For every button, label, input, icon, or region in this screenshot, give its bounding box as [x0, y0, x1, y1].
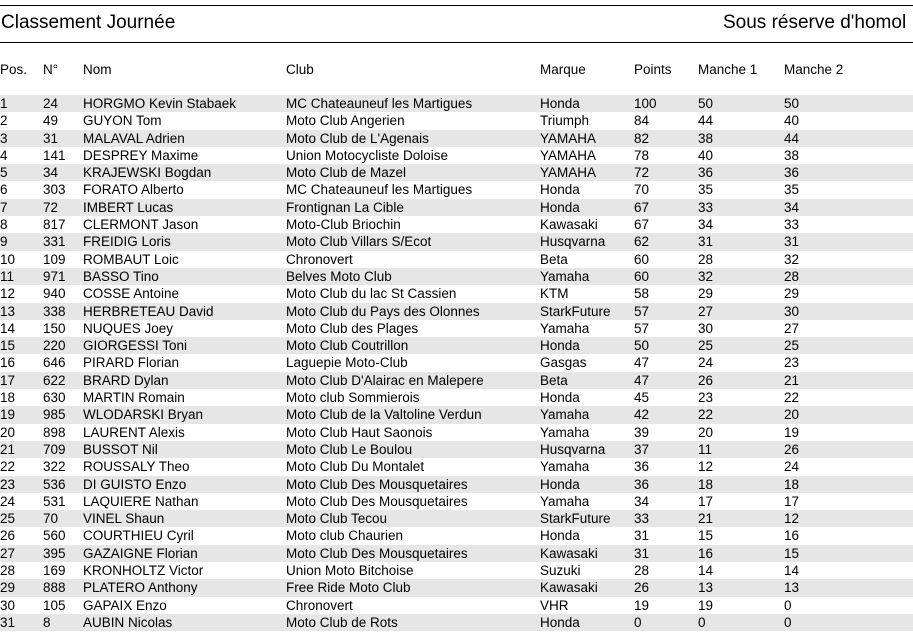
cell-club: Moto Club du lac St Cassien	[286, 286, 457, 302]
cell-nom: MALAVAL Adrien	[83, 130, 185, 146]
table-row	[0, 372, 913, 389]
cell-manche2: 40	[784, 113, 800, 129]
cell-pos: 12	[0, 286, 16, 302]
table-row	[0, 164, 913, 181]
cell-club: Moto Club D'Alairac en Malepere	[286, 372, 484, 388]
cell-num: 31	[43, 130, 59, 146]
cell-manche2: 14	[784, 563, 800, 579]
cell-num: 105	[43, 597, 66, 613]
col-header-marque: Marque	[540, 62, 586, 77]
cell-nom: COURTHIEU Cyril	[83, 528, 194, 544]
cell-nom: ROMBAUT Loic	[83, 251, 179, 267]
table-row	[0, 268, 913, 285]
cell-club: Frontignan La Cible	[286, 199, 404, 215]
cell-pos: 5	[0, 165, 8, 181]
cell-pos: 3	[0, 130, 8, 146]
cell-club: Moto Club de Rots	[286, 614, 398, 630]
cell-points: 45	[634, 390, 650, 406]
cell-nom: AUBIN Nicolas	[83, 614, 173, 630]
cell-marque: Triumph	[540, 113, 590, 129]
cell-manche1: 19	[698, 597, 714, 613]
cell-nom: NUQUES Joey	[83, 320, 174, 336]
cell-club: Moto Club Des Mousquetaires	[286, 476, 468, 492]
cell-nom: DESPREY Maxime	[83, 147, 199, 163]
cell-club: Union Motocycliste Doloise	[286, 147, 449, 163]
cell-points: 58	[634, 286, 650, 302]
cell-points: 19	[634, 597, 650, 613]
table-row	[0, 181, 913, 198]
table-row	[0, 251, 913, 268]
cell-club: Moto club Sommierois	[286, 390, 420, 406]
cell-manche2: 24	[784, 459, 800, 475]
cell-points: 72	[634, 165, 650, 181]
cell-marque: Yamaha	[540, 320, 590, 336]
cell-nom: PLATERO Anthony	[83, 580, 198, 596]
cell-nom: GAZAIGNE Florian	[83, 545, 198, 561]
cell-pos: 20	[0, 424, 16, 440]
cell-marque: Suzuki	[540, 563, 581, 579]
cell-points: 47	[634, 372, 650, 388]
cell-points: 34	[634, 493, 650, 509]
table-row	[0, 233, 913, 250]
cell-manche2: 13	[784, 580, 800, 596]
table-row	[0, 579, 913, 596]
cell-num: 531	[43, 493, 66, 509]
cell-marque: Husqvarna	[540, 234, 606, 250]
table-row	[0, 424, 913, 441]
table-row	[0, 147, 913, 164]
cell-manche2: 34	[784, 199, 800, 215]
cell-pos: 16	[0, 355, 16, 371]
cell-marque: Honda	[540, 390, 580, 406]
cell-manche1: 36	[698, 165, 714, 181]
cell-manche1: 30	[698, 320, 714, 336]
table-row	[0, 527, 913, 544]
cell-points: 47	[634, 355, 650, 371]
cell-club: Union Moto Bitchoise	[286, 563, 414, 579]
cell-nom: GAPAIX Enzo	[83, 597, 167, 613]
cell-marque: Honda	[540, 528, 580, 544]
cell-manche1: 26	[698, 372, 714, 388]
cell-pos: 31	[0, 614, 16, 630]
cell-num: 630	[43, 390, 66, 406]
cell-marque: Beta	[540, 251, 568, 267]
table-row	[0, 130, 913, 147]
cell-manche1: 13	[698, 580, 714, 596]
cell-club: Moto-Club Briochin	[286, 217, 401, 233]
cell-points: 78	[634, 147, 650, 163]
col-header-pos: Pos.	[0, 62, 28, 77]
cell-manche2: 20	[784, 407, 800, 423]
cell-pos: 10	[0, 251, 16, 267]
cell-points: 37	[634, 441, 650, 457]
cell-manche2: 44	[784, 130, 800, 146]
cell-club: Moto Club Haut Saonois	[286, 424, 433, 440]
cell-pos: 8	[0, 217, 8, 233]
cell-nom: BASSO Tino	[83, 268, 159, 284]
cell-marque: Honda	[540, 338, 580, 354]
cell-manche1: 29	[698, 286, 714, 302]
homologation-note: Sous réserve d'homol	[723, 12, 907, 33]
cell-pos: 9	[0, 234, 8, 250]
cell-points: 70	[634, 182, 650, 198]
cell-marque: Kawasaki	[540, 580, 598, 596]
cell-nom: GUYON Tom	[83, 113, 162, 129]
table-row	[0, 458, 913, 475]
cell-marque: YAMAHA	[540, 165, 597, 181]
cell-pos: 18	[0, 390, 16, 406]
cell-nom: KRAJEWSKI Bogdan	[83, 165, 212, 181]
cell-manche2: 26	[784, 441, 800, 457]
table-row	[0, 320, 913, 337]
cell-num: 395	[43, 545, 66, 561]
cell-num: 34	[43, 165, 59, 181]
cell-points: 36	[634, 459, 650, 475]
cell-nom: FORATO Alberto	[83, 182, 184, 198]
cell-manche2: 38	[784, 147, 800, 163]
cell-pos: 21	[0, 441, 16, 457]
cell-manche2: 0	[784, 614, 792, 630]
cell-points: 100	[634, 96, 657, 111]
cell-marque: Yamaha	[540, 407, 590, 423]
col-header-manche1: Manche 1	[698, 62, 758, 77]
cell-manche2: 30	[784, 303, 800, 319]
col-header-club: Club	[286, 62, 314, 77]
col-header-points: Points	[634, 62, 672, 77]
cell-marque: Kawasaki	[540, 217, 598, 233]
cell-points: 0	[634, 614, 642, 630]
cell-manche1: 32	[698, 268, 714, 284]
cell-num: 709	[43, 441, 66, 457]
table-row	[0, 354, 913, 371]
cell-points: 57	[634, 303, 650, 319]
results-table	[0, 95, 913, 631]
cell-manche2: 12	[784, 511, 800, 527]
cell-points: 82	[634, 130, 650, 146]
cell-points: 39	[634, 424, 650, 440]
cell-manche2: 36	[784, 165, 800, 181]
cell-marque: YAMAHA	[540, 130, 597, 146]
cell-nom: LAURENT Alexis	[83, 424, 185, 440]
cell-manche1: 40	[698, 147, 714, 163]
cell-marque: Honda	[540, 182, 580, 198]
cell-manche1: 11	[698, 441, 713, 457]
cell-manche1: 0	[698, 614, 706, 630]
cell-marque: Kawasaki	[540, 545, 598, 561]
cell-nom: KRONHOLTZ Victor	[83, 563, 204, 579]
cell-manche1: 31	[698, 234, 714, 250]
cell-manche1: 12	[698, 459, 714, 475]
cell-nom: VINEL Shaun	[83, 511, 165, 527]
cell-num: 331	[43, 234, 66, 250]
cell-club: Moto Club de L'Agenais	[286, 130, 429, 146]
cell-marque: Beta	[540, 372, 568, 388]
cell-nom: IMBERT Lucas	[83, 199, 174, 215]
cell-num: 169	[43, 563, 66, 579]
cell-manche2: 33	[784, 217, 800, 233]
cell-num: 888	[43, 580, 66, 596]
cell-club: MC Chateauneuf les Martigues	[286, 182, 473, 198]
cell-pos: 6	[0, 182, 8, 198]
cell-club: Chronovert	[286, 597, 353, 613]
cell-nom: LAQUIERE Nathan	[83, 493, 199, 509]
cell-nom: MARTIN Romain	[83, 390, 185, 406]
cell-nom: COSSE Antoine	[83, 286, 180, 302]
cell-num: 141	[43, 147, 66, 163]
cell-nom: PIRARD Florian	[83, 355, 180, 371]
cell-manche2: 32	[784, 251, 800, 267]
cell-manche1: 16	[698, 545, 714, 561]
cell-pos: 1	[0, 96, 8, 111]
cell-pos: 30	[0, 597, 16, 613]
cell-club: Moto Club de la Valtoline Verdun	[286, 407, 482, 423]
cell-manche1: 24	[698, 355, 714, 371]
cell-club: Moto Club de Mazel	[286, 165, 407, 181]
cell-manche2: 0	[784, 597, 792, 613]
cell-points: 28	[634, 563, 650, 579]
cell-pos: 19	[0, 407, 16, 423]
table-row	[0, 441, 913, 458]
cell-manche1: 44	[698, 113, 714, 129]
cell-club: Moto Club Angerien	[286, 113, 405, 129]
cell-marque: YAMAHA	[540, 147, 597, 163]
cell-manche2: 28	[784, 268, 800, 284]
cell-points: 84	[634, 113, 650, 129]
cell-pos: 23	[0, 476, 16, 492]
cell-manche1: 25	[698, 338, 714, 354]
cell-manche2: 27	[784, 320, 800, 336]
cell-pos: 13	[0, 303, 16, 319]
cell-num: 971	[43, 268, 66, 284]
cell-manche2: 29	[784, 286, 800, 302]
cell-num: 817	[43, 217, 66, 233]
cell-manche2: 16	[784, 528, 800, 544]
cell-points: 57	[634, 320, 650, 336]
cell-num: 8	[43, 614, 51, 630]
cell-pos: 2	[0, 113, 8, 129]
cell-pos: 26	[0, 528, 16, 544]
cell-marque: Yamaha	[540, 493, 590, 509]
cell-marque: Honda	[540, 476, 580, 492]
table-row	[0, 476, 913, 493]
table-row	[0, 389, 913, 406]
table-header	[0, 59, 913, 79]
cell-marque: VHR	[540, 597, 569, 613]
table-row	[0, 545, 913, 562]
cell-points: 50	[634, 338, 650, 354]
col-header-manche2: Manche 2	[784, 62, 844, 77]
cell-points: 60	[634, 268, 650, 284]
cell-pos: 27	[0, 545, 16, 561]
table-row	[0, 199, 913, 216]
table-row	[0, 614, 913, 631]
cell-club: Moto Club des Plages	[286, 320, 419, 336]
cell-num: 303	[43, 182, 66, 198]
cell-nom: GIORGESSI Toni	[83, 338, 188, 354]
cell-manche1: 50	[698, 96, 714, 111]
cell-marque: Yamaha	[540, 459, 590, 475]
table-row	[0, 597, 913, 614]
cell-pos: 14	[0, 320, 16, 336]
cell-manche2: 21	[784, 372, 800, 388]
cell-manche2: 15	[784, 545, 800, 561]
cell-num: 150	[43, 320, 66, 336]
cell-points: 62	[634, 234, 650, 250]
cell-club: Moto Club Des Mousquetaires	[286, 493, 468, 509]
cell-num: 109	[43, 251, 66, 267]
cell-club: Moto Club Tecou	[286, 511, 388, 527]
cell-points: 36	[634, 476, 650, 492]
cell-manche1: 14	[698, 563, 714, 579]
cell-manche1: 22	[698, 407, 714, 423]
cell-pos: 22	[0, 459, 16, 475]
cell-manche2: 18	[784, 476, 800, 492]
table-row	[0, 112, 913, 129]
cell-num: 24	[43, 96, 59, 111]
cell-marque: StarkFuture	[540, 511, 611, 527]
col-header-nom: Nom	[83, 62, 112, 77]
cell-pos: 29	[0, 580, 16, 596]
cell-nom: ROUSSALY Theo	[83, 459, 190, 475]
cell-manche1: 17	[698, 493, 714, 509]
cell-nom: HORGMO Kevin Stabaek	[83, 96, 237, 111]
cell-manche1: 33	[698, 199, 714, 215]
cell-club: Laguepie Moto-Club	[286, 355, 408, 371]
cell-club: Moto Club Du Montalet	[286, 459, 425, 475]
cell-manche1: 15	[698, 528, 714, 544]
cell-pos: 4	[0, 147, 8, 163]
cell-pos: 24	[0, 493, 16, 509]
cell-manche2: 50	[784, 96, 800, 111]
cell-nom: BRARD Dylan	[83, 372, 169, 388]
cell-club: Moto Club Le Boulou	[286, 441, 413, 457]
cell-marque: Honda	[540, 199, 580, 215]
table-row	[0, 493, 913, 510]
cell-club: MC Chateauneuf les Martigues	[286, 96, 473, 111]
cell-num: 646	[43, 355, 66, 371]
cell-num: 322	[43, 459, 66, 475]
cell-nom: DI GUISTO Enzo	[83, 476, 187, 492]
table-row	[0, 285, 913, 302]
cell-marque: Honda	[540, 614, 580, 630]
cell-num: 72	[43, 199, 59, 215]
cell-num: 536	[43, 476, 66, 492]
cell-num: 70	[43, 511, 59, 527]
cell-points: 42	[634, 407, 650, 423]
cell-club: Moto Club Des Mousquetaires	[286, 545, 468, 561]
cell-points: 67	[634, 199, 650, 215]
cell-marque: Honda	[540, 96, 580, 111]
cell-num: 985	[43, 407, 66, 423]
cell-marque: StarkFuture	[540, 303, 611, 319]
cell-num: 898	[43, 424, 66, 440]
cell-club: Belves Moto Club	[286, 268, 392, 284]
table-row	[0, 406, 913, 423]
cell-club: Moto Club du Pays des Olonnes	[286, 303, 480, 319]
cell-points: 33	[634, 511, 650, 527]
cell-manche1: 35	[698, 182, 714, 198]
table-row	[0, 216, 913, 233]
cell-manche1: 18	[698, 476, 714, 492]
table-row	[0, 562, 913, 579]
title-rule	[0, 42, 913, 43]
cell-manche2: 31	[784, 234, 800, 250]
cell-marque: Gasgas	[540, 355, 587, 371]
cell-manche2: 19	[784, 424, 800, 440]
cell-num: 940	[43, 286, 66, 302]
cell-manche2: 22	[784, 390, 800, 406]
table-row	[0, 303, 913, 320]
col-header-num: N°	[43, 62, 59, 77]
cell-marque: KTM	[540, 286, 569, 302]
cell-pos: 28	[0, 563, 16, 579]
cell-manche1: 28	[698, 251, 714, 267]
table-row	[0, 95, 913, 112]
cell-nom: FREIDIG Loris	[83, 234, 171, 250]
cell-num: 622	[43, 372, 66, 388]
cell-pos: 17	[0, 372, 16, 388]
cell-pos: 25	[0, 511, 16, 527]
cell-manche1: 20	[698, 424, 714, 440]
cell-pos: 7	[0, 199, 8, 215]
cell-marque: Yamaha	[540, 424, 590, 440]
cell-num: 560	[43, 528, 66, 544]
top-rule	[0, 5, 913, 6]
cell-nom: CLERMONT Jason	[83, 217, 199, 233]
table-row	[0, 337, 913, 354]
cell-points: 31	[634, 528, 650, 544]
cell-manche1: 23	[698, 390, 714, 406]
cell-nom: HERBRETEAU David	[83, 303, 214, 319]
cell-num: 220	[43, 338, 66, 354]
cell-manche2: 23	[784, 355, 800, 371]
cell-num: 49	[43, 113, 59, 129]
table-row	[0, 510, 913, 527]
cell-marque: Yamaha	[540, 268, 590, 284]
cell-pos: 15	[0, 338, 16, 354]
cell-manche1: 38	[698, 130, 714, 146]
cell-club: Moto Club Villars S/Ecot	[286, 234, 432, 250]
cell-manche2: 25	[784, 338, 800, 354]
cell-points: 60	[634, 251, 650, 267]
cell-points: 67	[634, 217, 650, 233]
cell-club: Chronovert	[286, 251, 353, 267]
cell-manche1: 34	[698, 217, 714, 233]
cell-manche2: 35	[784, 182, 800, 198]
cell-points: 31	[634, 545, 650, 561]
cell-nom: BUSSOT Nil	[83, 441, 158, 457]
cell-points: 26	[634, 580, 650, 596]
cell-club: Moto club Chaurien	[286, 528, 404, 544]
cell-pos: 11	[0, 268, 15, 284]
cell-nom: WLODARSKI Bryan	[83, 407, 204, 423]
cell-num: 338	[43, 303, 66, 319]
page-title: Classement Journée	[1, 12, 176, 33]
cell-marque: Husqvarna	[540, 441, 606, 457]
cell-manche1: 21	[698, 511, 714, 527]
cell-club: Free Ride Moto Club	[286, 580, 411, 596]
cell-manche1: 27	[698, 303, 714, 319]
cell-club: Moto Club Coutrillon	[286, 338, 409, 354]
cell-manche2: 17	[784, 493, 800, 509]
